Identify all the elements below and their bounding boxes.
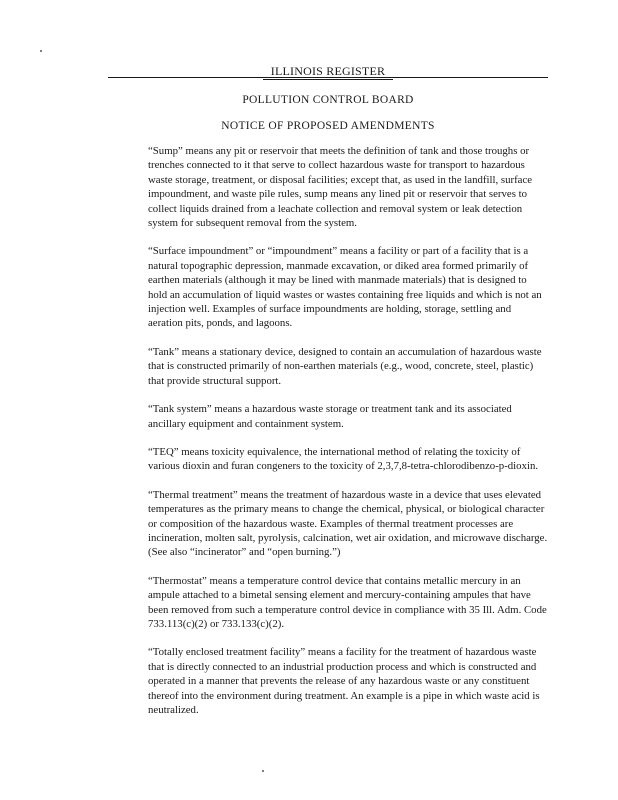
- scan-speck: [40, 50, 42, 52]
- header-rule: [108, 77, 548, 78]
- definition-thermal-treatment: “Thermal treatment” means the treatment of hazardous waste in a device that uses elevated temperatures as the primary means to change the chemical, physical, or biological character or composition of the hazardous waste. Examples of thermal treatment processes are incineration, molten salt, pyrolysis, calcination, wet air oxidation, and microwave discharge. (See also “incinerator” and “open burning.”): [148, 488, 548, 559]
- register-title: ILLINOIS REGISTER: [263, 64, 393, 80]
- definition-surface-impoundment: “Surface impoundment” or “impoundment” means a facility or part of a facility that is a natural topographic depression, manmade excavation, or diked area formed primarily of earthen materials (although it may be lined with manmade materials) that is designed to hold an accumulation of liquid wastes or wastes containing free liquids and which is not an injection well. Examples of surface impoundments are holding, storage, settling and aeration pits, ponds, and lagoons.: [148, 245, 542, 330]
- definition-totally-enclosed-treatment-facility: “Totally enclosed treatment facility” means a facility for the treatment of hazardous waste that is directly connected to an industrial production process and which is constructed and operated in a manner that prevents the release of any hazardous waste or any constituent thereof into the environment during treatment. An example is a pipe in which waste acid is neutralized.: [148, 646, 540, 716]
- definitions-body: [148, 144, 548, 731]
- definition-sump: “Sump” means any pit or reservoir that meets the definition of tank and those troughs or trenches connected to it that serve to collect hazardous waste for transport to hazardous waste storage, treatment, or disposal facilities; except that, as used in the landfill, surface impoundment, and waste pile rules, sump means any lined pit or reservoir that serves to collect liquids drained from a leachate collection and removal system or leak detection system for subsequent removal from the system.: [148, 145, 533, 230]
- board-title: POLLUTION CONTROL BOARD: [242, 94, 414, 106]
- scan-speck: [262, 770, 264, 772]
- definition-tank-system: “Tank system” means a hazardous waste storage or treatment tank and its associated ancillary equipment and containment system.: [148, 403, 512, 430]
- definition-thermostat: “Thermostat” means a temperature control device that contains metallic mercury in an ampule attached to a bimetal sensing element and mercury-containing ampules that have been removed from such a temperature control device in compliance with 35 Ill. Adm. Code 733.113(c)(2) or 733.133(c)(2).: [148, 574, 547, 630]
- definition-tank: “Tank” means a stationary device, designed to contain an accumulation of hazardous waste that is constructed primarily of non-earthen materials (e.g., wood, concrete, steel, plastic) that provide structural support.: [148, 345, 542, 387]
- notice-title: NOTICE OF PROPOSED AMENDMENTS: [221, 120, 435, 132]
- definition-teq: “TEQ” means toxicity equivalence, the international method of relating the toxicity of various dioxin and furan congeners to the toxicity of 2,3,7,8-tetra-chlorodibenzo-p-dioxin.: [148, 445, 539, 473]
